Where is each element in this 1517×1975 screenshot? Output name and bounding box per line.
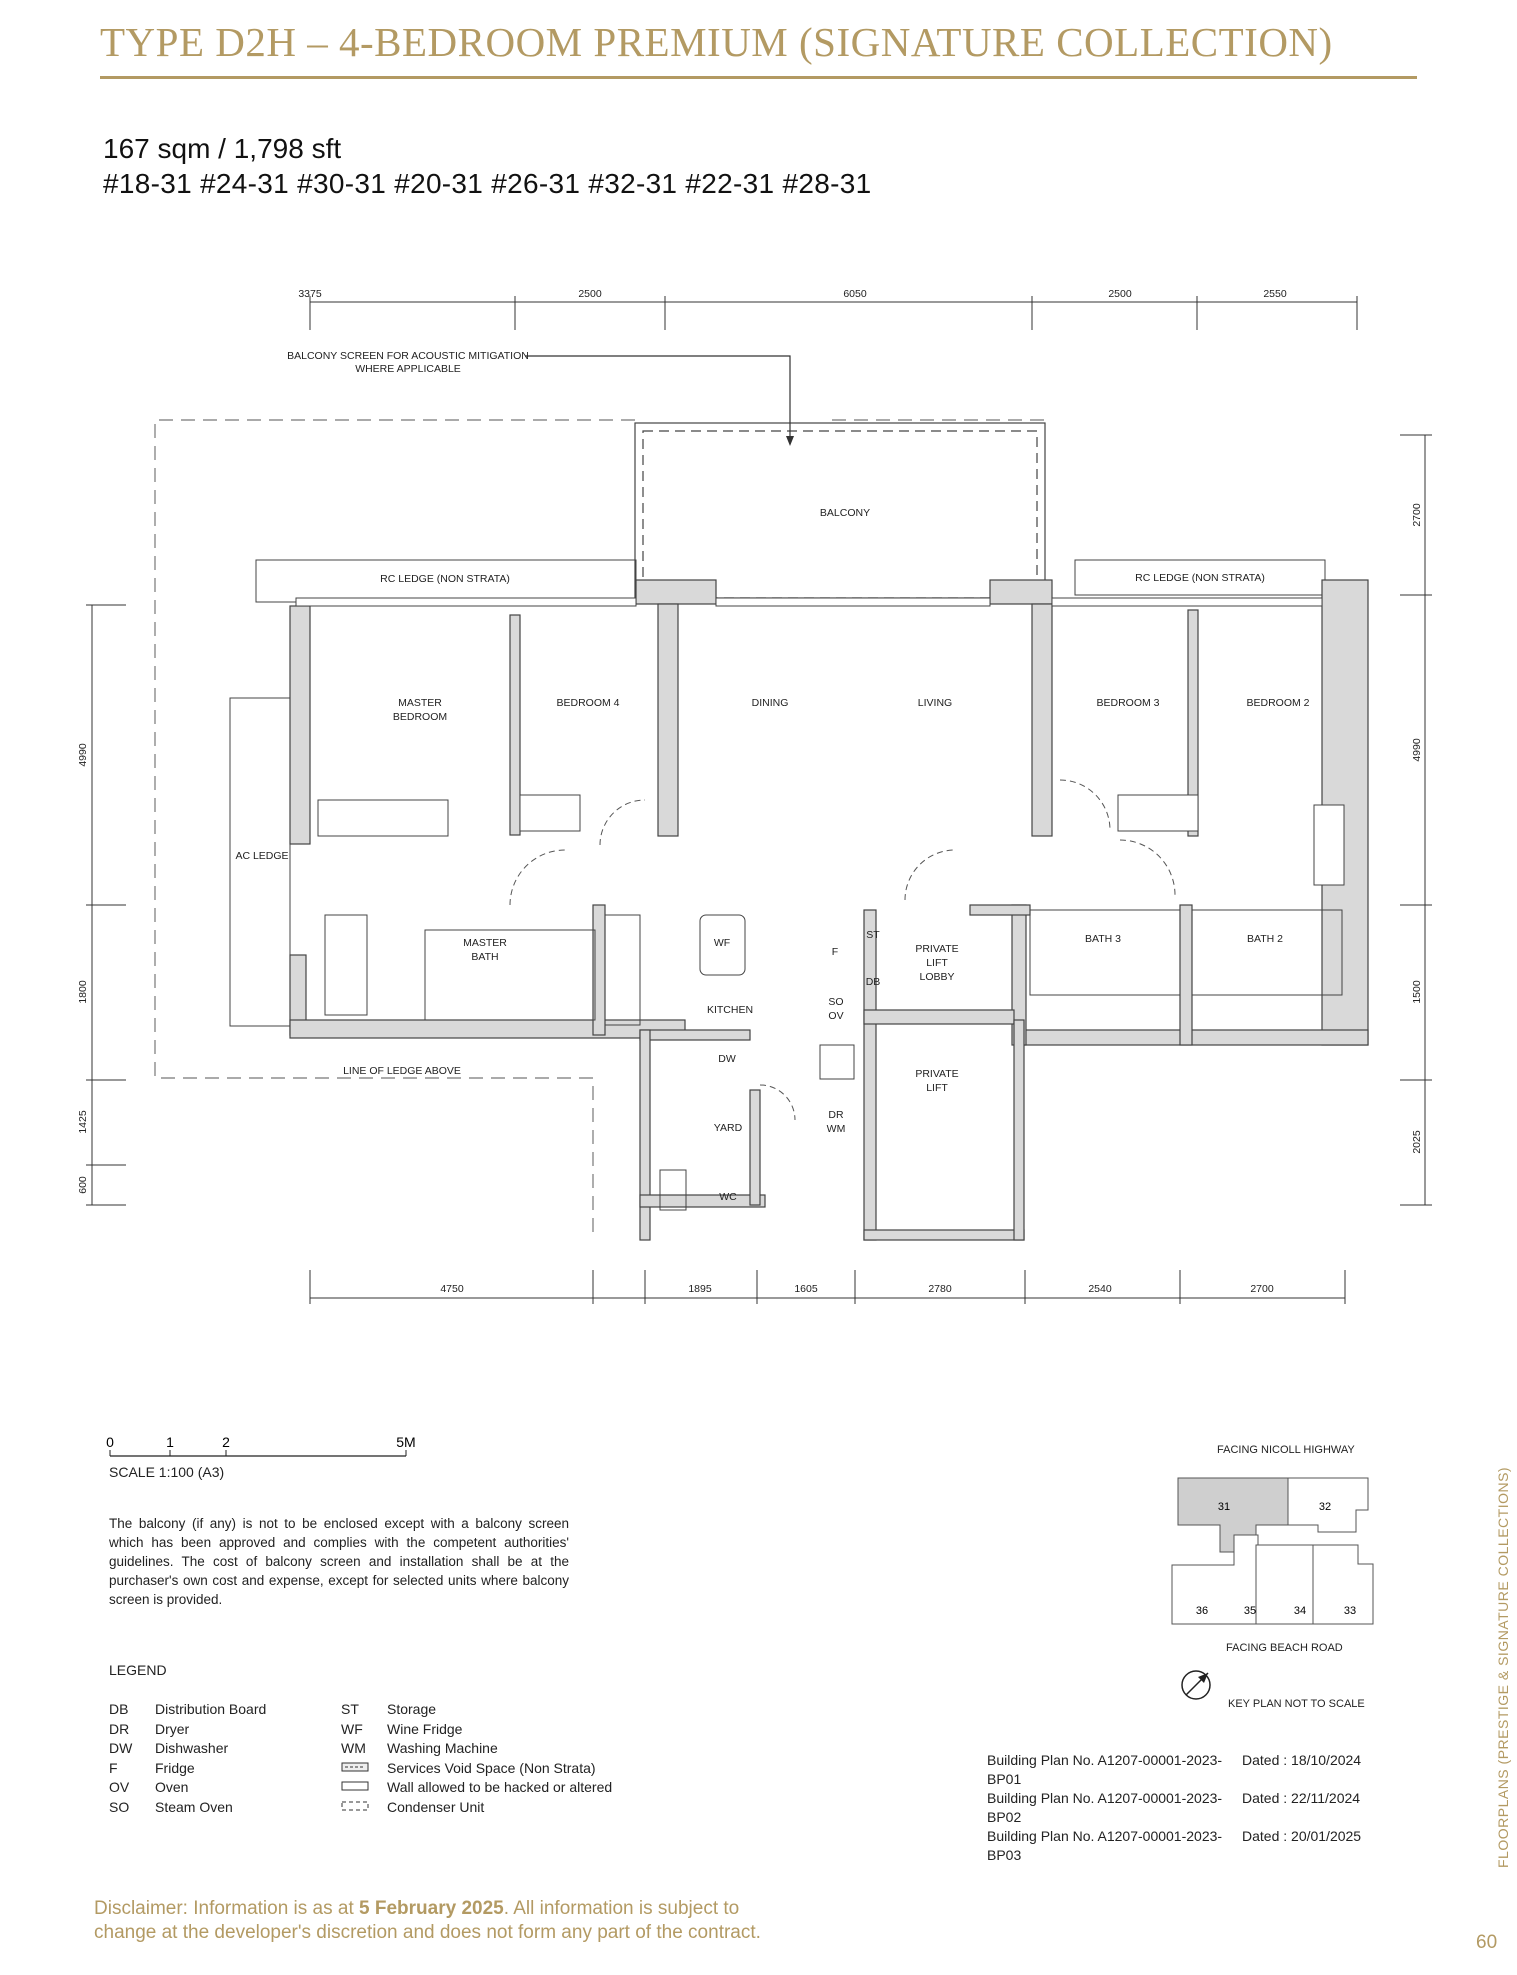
unit-numbers: #18-31 #24-31 #30-31 #20-31 #26-31 #32-31 #22-31 #28-31 (103, 168, 872, 199)
building-plan-row: Building Plan No. A1207-00001-2023-BP02 Dated : 22/11/2024 (987, 1790, 1361, 1825)
dim-top-1: 2500 (578, 288, 602, 300)
balcony-note: The balcony (if any) is not to be enclosed except with a balcony screen which has been approved and complies with the competent authorities' guidelines. The cost of balcony screen and installation shall be at the purchaser's own cost and expense, except for selected units where balcony screen is provided. (109, 1516, 569, 1607)
dim-bottom-0: 4750 (440, 1283, 464, 1295)
dim-bottom-2: 1605 (794, 1283, 818, 1295)
label-st: ST (866, 929, 880, 941)
room-yard: YARD (713, 1122, 743, 1134)
section-sidebar: FLOORPLANS (PRESTIGE & SIGNATURE COLLECTIONS) (1495, 1466, 1511, 1868)
label-f: F (831, 946, 839, 958)
room-living: LIVING (917, 697, 953, 709)
legend-item: DR Dryer (109, 1720, 190, 1737)
room-bath2: BATH 2 (1247, 933, 1283, 945)
void-space-symbol (341, 1761, 371, 1773)
door-swing (600, 800, 645, 845)
wall (1032, 604, 1052, 836)
keyplan-top-label: FACING NICOLL HIGHWAY (1217, 1444, 1355, 1456)
dim-left-3: 600 (77, 1176, 89, 1194)
scale-bar (106, 1432, 426, 1462)
scale-tick-5m: 5M (396, 1434, 416, 1450)
dim-right-3: 2025 (1411, 1130, 1423, 1154)
scale-tick-2: 2 (222, 1434, 230, 1450)
label-so: SO (828, 996, 844, 1008)
wall (864, 910, 876, 1240)
wall (1180, 905, 1192, 1045)
room-lift-lobby-1: PRIVATE (915, 943, 959, 955)
dim-bottom-5: 2700 (1250, 1283, 1274, 1295)
bath2-room (1192, 910, 1342, 995)
room-dining: DINING (751, 697, 789, 709)
wall (1014, 1020, 1024, 1240)
legend-item: Services Void Space (Non Strata) (341, 1759, 612, 1779)
dim-left-1: 1800 (77, 980, 89, 1004)
room-ac-ledge: AC LEDGE (235, 850, 289, 862)
label-dr: DR (828, 1109, 844, 1121)
window (1052, 598, 1322, 606)
room-master-bath-1: MASTER (463, 937, 507, 949)
dim-left-0: 4990 (77, 743, 89, 767)
keyplan-bottom-label: FACING BEACH ROAD (1226, 1642, 1343, 1654)
rc-ledge-right-label: RC LEDGE (NON STRATA) (1135, 572, 1265, 584)
condenser-symbol (341, 1800, 371, 1812)
label-wc: WC (719, 1191, 737, 1203)
floor-plan (0, 270, 1517, 1310)
wall (990, 580, 1052, 604)
legend-item: Wall allowed to be hacked or altered (341, 1778, 612, 1798)
room-master-bedroom-2: BEDROOM (392, 711, 448, 723)
unit-size: 167 sqm / 1,798 sft (103, 133, 342, 164)
legend-title: LEGEND (109, 1662, 167, 1678)
wall (864, 1230, 1024, 1240)
room-private-lift-1: PRIVATE (915, 1068, 959, 1080)
legend-item: DB Distribution Board (109, 1701, 267, 1717)
wardrobe (1314, 805, 1344, 885)
wall (864, 1010, 1014, 1024)
balcony-screen-note-2: WHERE APPLICABLE (355, 363, 461, 375)
wall (640, 1030, 650, 1240)
dim-right-0: 2700 (1411, 503, 1423, 527)
wardrobe (1118, 795, 1198, 831)
window (716, 598, 990, 606)
wall (640, 1030, 750, 1040)
legend-right (341, 1700, 612, 1818)
door-swing (1060, 780, 1110, 830)
scale-tick-1: 1 (166, 1434, 174, 1450)
ledge-line-label: LINE OF LEDGE ABOVE (343, 1065, 461, 1077)
legend-item: WM Washing Machine (341, 1740, 498, 1757)
wall (750, 1090, 760, 1205)
room-lift-lobby-2: LIFT (926, 957, 948, 969)
annotation-arrow (525, 356, 790, 442)
legend-item: WF Wine Fridge (341, 1720, 463, 1737)
cooktop (605, 915, 640, 1025)
svg-text:33: 33 (1343, 1605, 1357, 1617)
wall (510, 615, 520, 835)
room-master-bath-2: BATH (471, 951, 499, 963)
door-swing (760, 1085, 795, 1120)
svg-text:34: 34 (1293, 1605, 1307, 1617)
scale-label: SCALE 1:100 (A3) (109, 1464, 225, 1480)
door-swing (510, 850, 565, 905)
bath3-room (1030, 910, 1180, 995)
wall (970, 905, 1030, 915)
legend-item: DW Dishwasher (109, 1740, 229, 1757)
balcony-screen-note-1: BALCONY SCREEN FOR ACOUSTIC MITIGATION (287, 350, 529, 362)
label-dw: DW (718, 1053, 736, 1065)
label-wm: WM (826, 1123, 846, 1135)
wardrobe (318, 800, 448, 836)
scale-tick-0: 0 (106, 1434, 114, 1450)
page-number: 60 (1476, 1932, 1498, 1953)
room-lift-lobby-3: LOBBY (919, 971, 955, 983)
hackable-wall-symbol (341, 1780, 371, 1792)
wall (290, 606, 310, 844)
legend-item: F Fridge (109, 1759, 195, 1776)
window (296, 598, 636, 606)
wall (290, 1020, 685, 1038)
legend-item: SO Steam Oven (109, 1798, 233, 1815)
label-db: DB (865, 976, 881, 988)
dim-bottom-4: 2540 (1088, 1283, 1112, 1295)
legend-left (109, 1700, 266, 1818)
building-plans (987, 1751, 1361, 1865)
building-plan-row: Building Plan No. A1207-00001-2023-BP03 Dated : 20/01/2025 (987, 1828, 1362, 1863)
page-title: TYPE D2H – 4-BEDROOM PREMIUM (SIGNATURE COLLECTION) (100, 19, 1333, 65)
rc-ledge-left-label: RC LEDGE (NON STRATA) (380, 573, 510, 585)
svg-text:35: 35 (1243, 1605, 1257, 1617)
door-swing (905, 850, 955, 900)
room-private-lift-2: LIFT (926, 1082, 948, 1094)
wall (636, 580, 716, 604)
room-kitchen: KITCHEN (706, 1004, 754, 1016)
room-master-bedroom-1: MASTER (398, 697, 442, 709)
door-swing (1120, 840, 1175, 895)
disclaimer: Disclaimer: Information is as at 5 February 2025. All information is subject to change at the developer's discretion and does not form any part of the contract. (94, 1898, 761, 1943)
room-balcony: BALCONY (819, 507, 871, 519)
room-bedroom4: BEDROOM 4 (556, 697, 620, 709)
void-box (820, 1045, 854, 1079)
dim-bottom-3: 2780 (928, 1283, 952, 1295)
dim-right-1: 4990 (1411, 738, 1423, 762)
arrow-head (786, 436, 794, 446)
room-bedroom3: BEDROOM 3 (1096, 697, 1160, 709)
room-bath3: BATH 3 (1085, 933, 1121, 945)
legend-item: Condenser Unit (341, 1798, 612, 1818)
dim-right-2: 1500 (1411, 980, 1423, 1004)
legend-item: ST Storage (341, 1701, 437, 1717)
ac-ledge (230, 698, 290, 1026)
wall (1020, 1030, 1368, 1045)
building-plan-row: Building Plan No. A1207-00001-2023-BP01 Dated : 18/10/2024 (987, 1752, 1362, 1787)
dim-top-0: 3375 (298, 288, 322, 300)
key-plan (1168, 1440, 1388, 1700)
room-bedroom2: BEDROOM 2 (1246, 697, 1310, 709)
legend-item: OV Oven (109, 1779, 189, 1796)
svg-text:36: 36 (1195, 1605, 1209, 1617)
dim-top-4: 2550 (1263, 288, 1287, 300)
label-ov: OV (828, 1010, 844, 1022)
dim-top-2: 6050 (843, 288, 867, 300)
master-bath-room (425, 930, 595, 1020)
keyplan-note: KEY PLAN NOT TO SCALE (1228, 1698, 1365, 1710)
label-wf: WF (713, 937, 731, 949)
wardrobe (520, 795, 580, 831)
dim-left-2: 1425 (77, 1110, 89, 1134)
wall (640, 1195, 765, 1207)
svg-text:31: 31 (1217, 1501, 1231, 1513)
wall (658, 604, 678, 836)
dim-bottom-1: 1895 (688, 1283, 712, 1295)
title-divider (100, 76, 1417, 79)
svg-text:32: 32 (1318, 1501, 1332, 1513)
dim-top-3: 2500 (1108, 288, 1132, 300)
bathtub (325, 915, 367, 1015)
